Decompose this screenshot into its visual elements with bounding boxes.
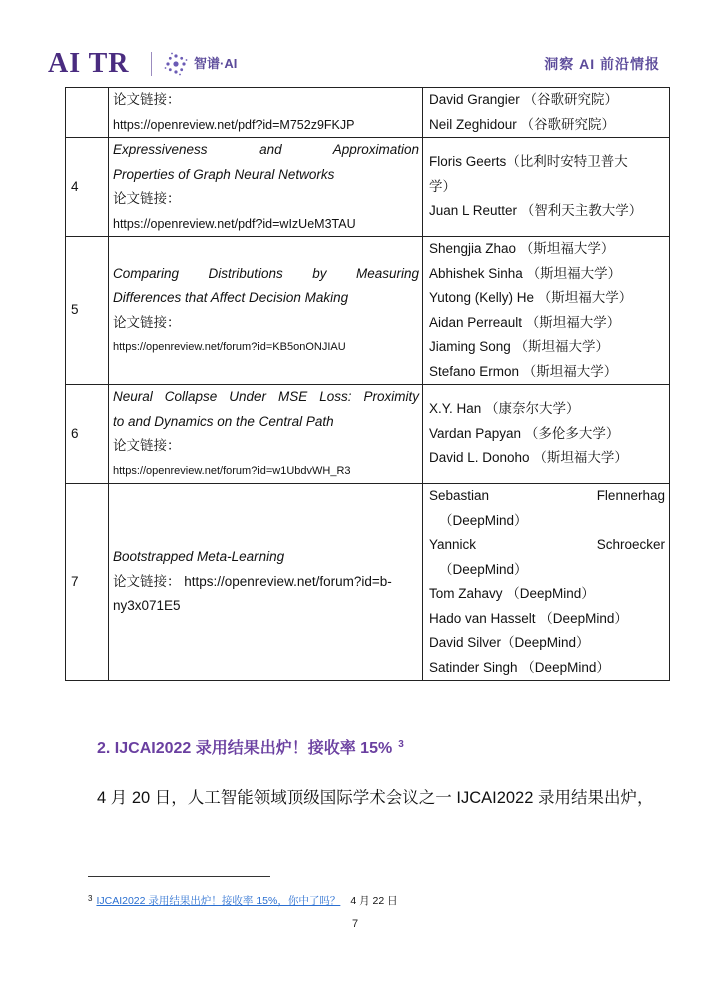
author-line: Neil Zeghidour （谷歌研究院） [429, 116, 616, 132]
link-label: 论文链接： [113, 314, 181, 330]
author-last-name: Flennerhag [596, 488, 665, 503]
author-line: X.Y. Han （康奈尔大学） [429, 401, 580, 417]
paper-title: Neural Collapse Under MSE Loss: Proximity [113, 389, 419, 404]
footnote [88, 891, 398, 909]
authors-cell [423, 484, 670, 681]
author-line: Shengjia Zhao （斯坦福大学） [429, 241, 615, 256]
logo-divider [151, 52, 152, 76]
papers-table [65, 87, 670, 681]
author-line: Floris Geerts（比利时安特卫普大 [429, 154, 628, 170]
section-heading-text: 2. IJCAI2022 录用结果出炉！接收率 15% [97, 740, 393, 757]
footnote-date: 4 月 22 日 [350, 895, 398, 907]
table-row [66, 237, 670, 385]
row-number [66, 88, 109, 138]
page-number: 7 [351, 918, 359, 930]
authors-cell [423, 138, 670, 237]
author-line: Stefano Ermon （斯坦福大学） [429, 363, 618, 379]
link-label: 论文链接： [113, 92, 181, 107]
paper-title: Properties of Graph Neural Networks [113, 166, 335, 182]
author-line: Juan L Reutter （智利天主教大学） [429, 203, 643, 219]
author-line [429, 484, 665, 509]
footnote-ref[interactable]: 3 [398, 739, 404, 750]
footnote-divider [88, 876, 270, 877]
author-last-name: Schroecker [596, 537, 665, 552]
row-number: 5 [66, 237, 109, 385]
paper-link[interactable]: 论文链接： https://openreview.net/forum?id=b- [113, 573, 392, 589]
link-label: 论文链接： [113, 438, 181, 453]
author-line: 学） [429, 178, 456, 194]
paper-title: Expressiveness and Approximation [113, 142, 419, 157]
body-paragraph: 4 月 20 日，人工智能领域顶级国际学术会议之一 IJCAI2022 录用结果出炉， [97, 789, 654, 807]
paper-cell [109, 88, 423, 138]
author-line: Vardan Papyan （多伦多大学） [429, 425, 620, 441]
author-line: David L. Donoho （斯坦福大学） [429, 450, 628, 466]
row-number: 7 [66, 484, 109, 681]
paper-title: Bootstrapped Meta-Learning [113, 549, 285, 565]
footnote-link[interactable]: IJCAI2022 录用结果出炉！接收率 15%，你中了吗？ [96, 895, 341, 907]
author-line: Abhishek Sinha （斯坦福大学） [429, 265, 622, 281]
author-line: Aidan Perreault （斯坦福大学） [429, 314, 621, 330]
paper-link[interactable]: https://openreview.net/pdf?id=wIzUeM3TAU [113, 216, 356, 231]
table-row [66, 484, 670, 681]
link-label: 论文链接： [113, 191, 181, 206]
author-affiliation: （DeepMind） [439, 512, 528, 528]
brand-subtitle: 智谱·AI [194, 56, 238, 71]
paper-link-continued[interactable]: ny3x071E5 [113, 598, 181, 614]
paper-title: Differences that Affect Decision Making [113, 290, 349, 305]
paper-cell [109, 237, 423, 385]
section-heading [97, 733, 404, 761]
author-line: David Grangier （谷歌研究院） [429, 92, 619, 107]
author-line: David Silver（DeepMind） [429, 635, 590, 650]
paper-link[interactable]: https://openreview.net/pdf?id=M752z9FKJP [113, 117, 355, 132]
table-row [66, 385, 670, 484]
paper-link[interactable]: https://openreview.net/forum?id=w1UbdvWH_R3 [113, 464, 351, 477]
header-tagline: 洞察 AI 前沿情报 [544, 56, 660, 72]
paper-title: Comparing Distributions by Measuring [113, 265, 419, 281]
zhipu-logo-icon [164, 52, 188, 76]
author-line: Hado van Hasselt （DeepMind） [429, 610, 628, 626]
aitr-logo: AI TR [48, 48, 130, 79]
author-line [429, 533, 665, 558]
paper-cell [109, 138, 423, 237]
author-line: Tom Zahavy （DeepMind） [429, 586, 595, 601]
author-affiliation: （DeepMind） [439, 561, 528, 577]
author-first-name: Sebastian [429, 488, 490, 503]
footnote-mark: 3 [88, 894, 93, 903]
authors-cell [423, 88, 670, 138]
row-number: 6 [66, 385, 109, 484]
table-row [66, 88, 670, 138]
page-header [48, 40, 662, 84]
row-number: 4 [66, 138, 109, 237]
paper-title: to and Dynamics on the Central Path [113, 413, 334, 429]
author-line: Jiaming Song （斯坦福大学） [429, 339, 610, 354]
authors-cell [423, 385, 670, 484]
author-line: Yutong (Kelly) He （斯坦福大学） [429, 290, 633, 305]
table-row [66, 138, 670, 237]
paper-cell [109, 385, 423, 484]
author-line: Satinder Singh （DeepMind） [429, 659, 610, 675]
paper-link[interactable]: https://openreview.net/forum?id=KB5onONJIAU [113, 341, 346, 353]
paper-cell [109, 484, 423, 681]
authors-cell [423, 237, 670, 385]
author-first-name: Yannick [429, 537, 477, 552]
